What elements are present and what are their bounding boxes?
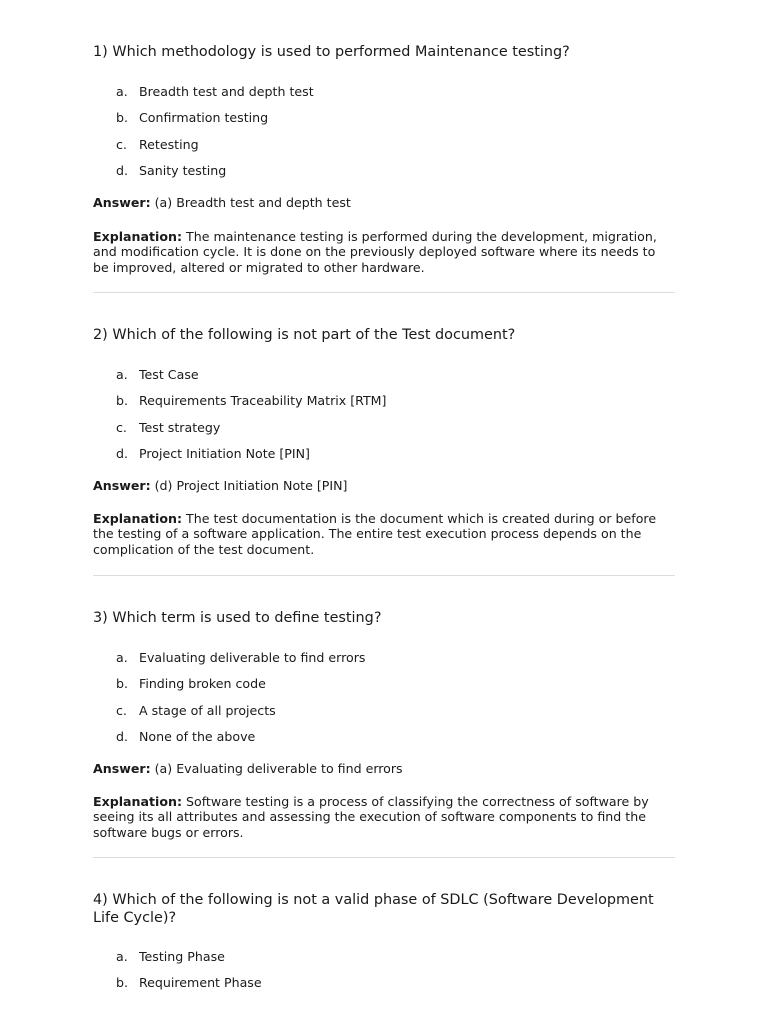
explanation-label: Explanation:	[93, 511, 183, 526]
answer-line	[93, 195, 351, 211]
answer-text: (a) Breadth test and depth test	[150, 195, 351, 210]
option-text: Requirement Phase	[139, 975, 262, 991]
question-text: 1) Which methodology is used to performed Maintenance testing?	[93, 44, 570, 60]
question-2	[93, 326, 675, 566]
option-item	[116, 948, 262, 974]
option-letter: d.	[116, 445, 128, 461]
option-letter: a.	[116, 949, 128, 964]
question-text: 3) Which term is used to define testing?	[93, 610, 382, 626]
divider	[93, 857, 675, 858]
option-list	[116, 948, 262, 1001]
option-letter: b.	[116, 110, 128, 126]
question-text: 4) Which of the following is not a valid phase of SDLC (Software Development Life Cycle)?	[93, 892, 654, 926]
option-text: Retesting	[139, 136, 199, 152]
question-3	[93, 609, 675, 849]
answer-label: Answer:	[93, 195, 151, 210]
option-text: Confirmation testing	[139, 110, 269, 126]
answer-label: Answer:	[93, 478, 151, 493]
question-1	[93, 43, 675, 283]
option-text: A stage of all projects	[139, 702, 276, 718]
question-text: 2) Which of the following is not part of the Test document?	[93, 327, 516, 343]
explanation	[93, 229, 675, 275]
answer-line	[93, 478, 347, 494]
explanation	[93, 511, 675, 557]
option-item	[116, 675, 365, 701]
option-text: Project Initiation Note [PIN]	[139, 445, 310, 461]
option-letter: b.	[116, 393, 128, 409]
option-item	[116, 702, 365, 728]
option-letter: d.	[116, 162, 128, 178]
option-list	[116, 366, 386, 471]
explanation-label: Explanation:	[93, 229, 183, 244]
option-letter: c.	[116, 419, 127, 435]
divider	[93, 292, 675, 293]
option-text: Breadth test and depth test	[139, 84, 314, 99]
option-list	[116, 83, 314, 188]
option-item	[116, 419, 386, 445]
option-item	[116, 136, 314, 162]
option-item	[116, 392, 386, 418]
option-item	[116, 162, 314, 188]
option-list	[116, 649, 365, 754]
option-item	[116, 366, 386, 392]
answer-text: (a) Evaluating deliverable to find errors	[150, 761, 403, 776]
option-text: Test Case	[139, 367, 199, 382]
option-item	[116, 445, 386, 471]
option-letter: a.	[116, 84, 128, 99]
option-item	[116, 83, 314, 109]
option-text: Testing Phase	[139, 949, 225, 964]
option-letter: b.	[116, 676, 128, 692]
option-text: Evaluating deliverable to find errors	[139, 650, 366, 665]
question-4	[93, 891, 675, 1001]
option-letter: b.	[116, 975, 128, 991]
option-letter: c.	[116, 136, 127, 152]
option-text: None of the above	[139, 728, 256, 744]
divider	[93, 575, 675, 576]
explanation	[93, 794, 675, 840]
option-letter: a.	[116, 650, 128, 665]
option-letter: c.	[116, 702, 127, 718]
option-text: Requirements Traceability Matrix [RTM]	[139, 393, 387, 409]
explanation-text: Software testing is a process of classifying the correctness of software by seeing its all attributes and assessing the execution of software components to find the software bugs or errors.	[93, 794, 649, 840]
explanation-label: Explanation:	[93, 794, 183, 809]
explanation-text: The test documentation is the document which is created during or before the testing of a software application. The entire test execution process depends on the complication of the test document.	[93, 511, 657, 557]
option-letter: d.	[116, 728, 128, 744]
option-text: Sanity testing	[139, 162, 227, 178]
option-item	[116, 109, 314, 135]
option-item	[116, 728, 365, 754]
option-item	[116, 649, 365, 675]
option-text: Test strategy	[139, 419, 221, 435]
option-text: Finding broken code	[139, 676, 266, 692]
option-item	[116, 974, 262, 1000]
option-letter: a.	[116, 367, 128, 382]
answer-text: (d) Project Initiation Note [PIN]	[150, 478, 348, 493]
explanation-text: The maintenance testing is performed during the development, migration, and modification cycle. It is done on the previously deployed software where its needs to be improved, altered or migrated to other hardware.	[93, 229, 657, 275]
answer-line	[93, 761, 403, 777]
answer-label: Answer:	[93, 761, 151, 776]
